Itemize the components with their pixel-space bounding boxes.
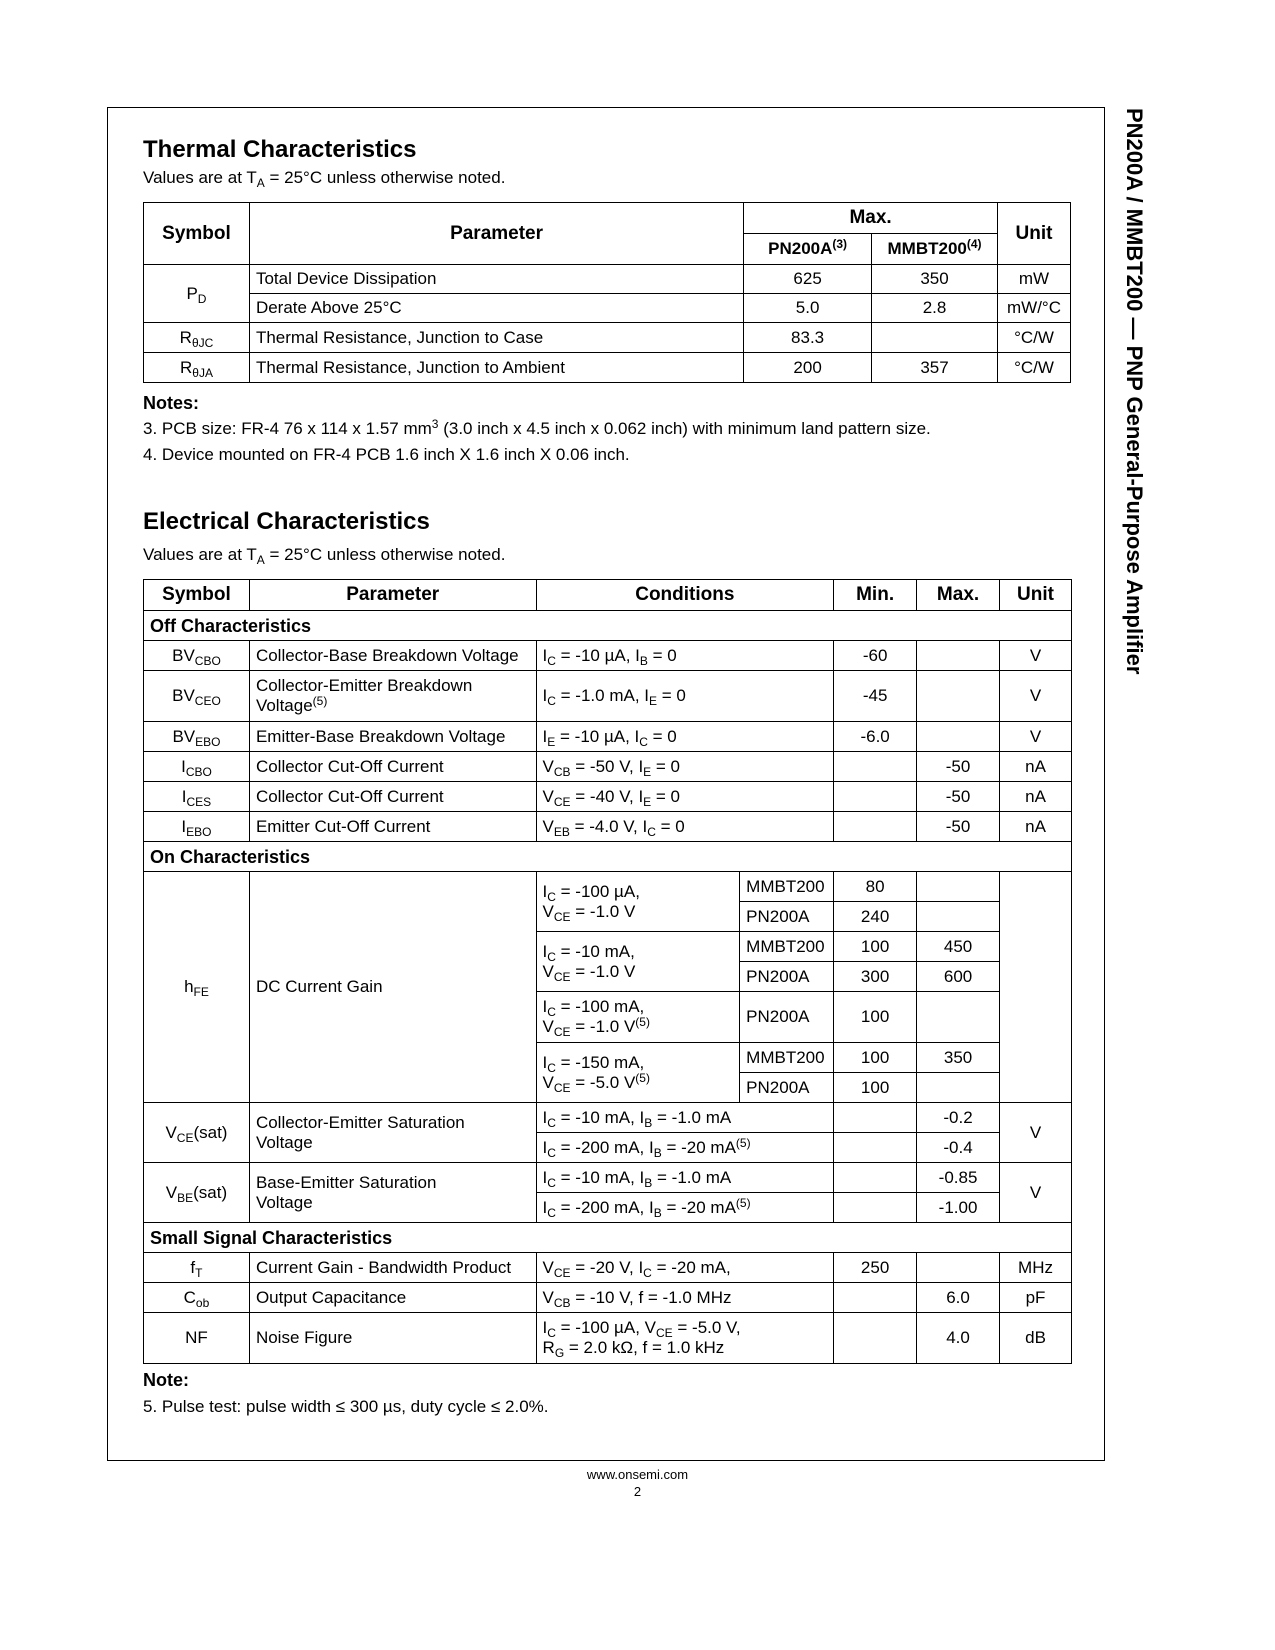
min-cell	[834, 1163, 917, 1193]
condition-cell: $I_C = -1.0$ mA, $I_E = 0$	[536, 671, 834, 722]
thermal-table	[143, 202, 1071, 383]
max-cell: -1.00	[917, 1193, 1000, 1223]
parameter-cell: Thermal Resistance, Junction to Case	[249, 323, 743, 353]
col-conditions: Conditions	[536, 580, 834, 611]
max-cell: -0.2	[917, 1103, 1000, 1133]
col-min: Min.	[834, 580, 917, 611]
min-cell: 100	[834, 1043, 917, 1073]
unit-cell: mW	[998, 265, 1071, 294]
unit-cell: V	[1000, 1103, 1072, 1163]
symbol-cell: $V_{CE}(sat)$	[144, 1103, 250, 1163]
value-cell: 357	[872, 353, 998, 383]
condition-cell: $I_C = -10$ mA, $I_B = -1.0$ mA	[536, 1103, 834, 1133]
section-small-signal: Small Signal Characteristics	[144, 1223, 1072, 1253]
parameter-cell: Derate Above 25°C	[249, 294, 743, 323]
electrical-table	[143, 579, 1072, 1364]
table-row	[144, 294, 1071, 323]
parameter-cell: Collector-Emitter Breakdown Voltage$^{(5)}$	[249, 671, 536, 722]
table-row	[144, 1253, 1072, 1283]
col-unit: Unit	[1000, 580, 1072, 611]
max-cell: 450	[917, 932, 1000, 962]
condition-cell: $V_{CE} = -40$ V, $I_E = 0$	[536, 782, 834, 812]
note-4: 4. Device mounted on FR-4 PCB 1.6 inch X 1.6 inch X 0.06 inch.	[143, 445, 630, 464]
value-cell: 350	[872, 265, 998, 294]
col-max: Max.	[744, 203, 998, 234]
value-cell	[872, 323, 998, 353]
condition-cell: $I_C = -100$ mA, $V_{CE} = -1.0$ $V^{(5)}$	[536, 992, 740, 1043]
parameter-cell: Emitter-Base Breakdown Voltage	[249, 722, 536, 752]
symbol-cell: $I_{CBO}$	[144, 752, 250, 782]
table-row	[144, 812, 1072, 842]
condition-cell: $I_C = -200$ mA, $I_B = -20$ $mA^{(5)}$	[536, 1133, 834, 1163]
unit-cell: mW/°C	[998, 294, 1071, 323]
max-cell: -50	[917, 752, 1000, 782]
symbol-cell: $f_T$	[144, 1253, 250, 1283]
symbol-cell: $BV_{CBO}$	[144, 641, 250, 671]
value-cell: 625	[744, 265, 872, 294]
max-cell	[917, 641, 1000, 671]
parameter-cell: Collector Cut-Off Current	[249, 752, 536, 782]
min-cell: 300	[834, 962, 917, 992]
device-cell: PN200A	[740, 1073, 834, 1103]
min-cell: -60	[834, 641, 917, 671]
unit-cell: V	[1000, 671, 1072, 722]
condition-cell: $I_C = -100$ µA, $V_{CE} = -1.0$ V	[536, 872, 740, 932]
condition-cell: $V_{EB} = -4.0$ V, $I_C = 0$	[536, 812, 834, 842]
thermal-subtitle: Values are at $T_A = 25^\circ C$ unless otherwise noted.	[143, 168, 506, 190]
value-cell: 83.3	[744, 323, 872, 353]
unit-cell: V	[1000, 722, 1072, 752]
min-cell: 100	[834, 992, 917, 1043]
min-cell: 100	[834, 932, 917, 962]
condition-cell: $I_C = -10$ mA, $I_B = -1.0$ mA	[536, 1163, 834, 1193]
max-cell: -50	[917, 782, 1000, 812]
col-mmbt200: MMBT200$^{(4)}$	[872, 234, 998, 265]
condition-cell: $I_E = -10$ µA, $I_C = 0$	[536, 722, 834, 752]
table-row	[144, 353, 1071, 383]
table-row	[144, 1313, 1072, 1364]
max-cell: 600	[917, 962, 1000, 992]
table-row	[144, 782, 1072, 812]
parameter-cell: Noise Figure	[249, 1313, 536, 1364]
min-cell	[834, 1133, 917, 1163]
table-row	[144, 1103, 1072, 1133]
symbol-cell: $h_{FE}$	[144, 872, 250, 1103]
col-parameter: Parameter	[249, 580, 536, 611]
min-cell	[834, 812, 917, 842]
device-cell: PN200A	[740, 992, 834, 1043]
unit-cell: V	[1000, 1163, 1072, 1223]
table-row	[144, 641, 1072, 671]
thermal-title: Thermal Characteristics	[143, 136, 417, 163]
max-cell	[917, 1253, 1000, 1283]
footer-url[interactable]: www.onsemi.com	[586, 1467, 689, 1482]
min-cell	[834, 1313, 917, 1364]
section-on: On Characteristics	[144, 842, 1072, 872]
device-cell: MMBT200	[740, 932, 834, 962]
condition-cell: $I_C = -10$ µA, $I_B = 0$	[536, 641, 834, 671]
device-cell: MMBT200	[740, 1043, 834, 1073]
unit-cell: nA	[1000, 812, 1072, 842]
table-row	[144, 265, 1071, 294]
parameter-cell: Output Capacitance	[249, 1283, 536, 1313]
notes-heading: Notes:	[143, 393, 200, 413]
device-cell: PN200A	[740, 902, 834, 932]
unit-cell: nA	[1000, 782, 1072, 812]
value-cell: 200	[744, 353, 872, 383]
parameter-cell: Thermal Resistance, Junction to Ambient	[249, 353, 743, 383]
unit-cell: °C/W	[998, 323, 1071, 353]
min-cell	[834, 1103, 917, 1133]
table-row	[144, 1283, 1072, 1313]
condition-cell: $V_{CB} = -50$ V, $I_E = 0$	[536, 752, 834, 782]
parameter-cell: Current Gain - Bandwidth Product	[249, 1253, 536, 1283]
max-cell	[917, 671, 1000, 722]
section-off: Off Characteristics	[144, 611, 1072, 641]
min-cell	[834, 1283, 917, 1313]
unit-cell	[1000, 872, 1072, 1103]
electrical-subtitle: Values are at $T_A = 25^\circ C$ unless otherwise noted.	[143, 545, 506, 567]
max-cell	[917, 1073, 1000, 1103]
symbol-cell: $R_{\theta JC}$	[144, 323, 250, 353]
min-cell: 250	[834, 1253, 917, 1283]
condition-cell: $I_C = -100$ µA, $V_{CE} = -5.0$ V, $R_G = 2.0$ kΩ, f = 1.0 kHz	[536, 1313, 834, 1364]
parameter-cell: Collector-Base Breakdown Voltage	[249, 641, 536, 671]
page-number: 2	[633, 1484, 642, 1499]
symbol-cell: $BV_{EBO}$	[144, 722, 250, 752]
parameter-cell: Total Device Dissipation	[249, 265, 743, 294]
min-cell: 240	[834, 902, 917, 932]
symbol-cell: $I_{EBO}$	[144, 812, 250, 842]
unit-cell: °C/W	[998, 353, 1071, 383]
min-cell	[834, 782, 917, 812]
min-cell	[834, 752, 917, 782]
max-cell: 4.0	[917, 1313, 1000, 1364]
max-cell: -0.85	[917, 1163, 1000, 1193]
table-row	[144, 323, 1071, 353]
value-cell: 2.8	[872, 294, 998, 323]
min-cell: 80	[834, 872, 917, 902]
condition-cell: $I_C = -200$ mA, $I_B = -20$ $mA^{(5)}$	[536, 1193, 834, 1223]
condition-cell: $I_C = -10$ mA, $V_{CE} = -1.0$ V	[536, 932, 740, 992]
device-cell: PN200A	[740, 962, 834, 992]
col-symbol: Symbol	[144, 580, 250, 611]
max-cell: -50	[917, 812, 1000, 842]
condition-cell: $V_{CE} = -20$ V, $I_C = -20$ mA,	[536, 1253, 834, 1283]
table-row	[144, 671, 1072, 722]
document-side-title: PN200A / MMBT200 — PNP General-Purpose Amplifier	[1122, 108, 1147, 675]
unit-cell: nA	[1000, 752, 1072, 782]
col-max: Max.	[917, 580, 1000, 611]
unit-cell: MHz	[1000, 1253, 1072, 1283]
parameter-cell: Collector-Emitter Saturation Voltage	[249, 1103, 536, 1163]
table-row	[144, 722, 1072, 752]
symbol-cell: $R_{\theta JA}$	[144, 353, 250, 383]
max-cell: 6.0	[917, 1283, 1000, 1313]
max-cell: -0.4	[917, 1133, 1000, 1163]
unit-cell: pF	[1000, 1283, 1072, 1313]
note-5: 5. Pulse test: pulse width ≤ 300 µs, duty cycle ≤ 2.0%.	[143, 1397, 549, 1416]
min-cell: -45	[834, 671, 917, 722]
value-cell: 5.0	[744, 294, 872, 323]
table-row	[144, 872, 1072, 902]
col-symbol: Symbol	[144, 203, 250, 265]
min-cell: 100	[834, 1073, 917, 1103]
device-cell: MMBT200	[740, 872, 834, 902]
parameter-cell: Emitter Cut-Off Current	[249, 812, 536, 842]
max-cell	[917, 992, 1000, 1043]
col-pn200a: $PN200A^{(3)}$	[744, 234, 872, 265]
min-cell: -6.0	[834, 722, 917, 752]
col-unit: Unit	[998, 203, 1071, 265]
parameter-cell: Base-Emitter Saturation Voltage	[249, 1163, 536, 1223]
note-heading: Note:	[143, 1370, 189, 1390]
condition-cell: $I_C = -150$ mA, $V_{CE} = -5.0$ $V^{(5)}$	[536, 1043, 740, 1103]
symbol-cell: $BV_{CEO}$	[144, 671, 250, 722]
symbol-cell: $I_{CES}$	[144, 782, 250, 812]
electrical-title: Electrical Characteristics	[143, 508, 430, 535]
table-row	[144, 752, 1072, 782]
max-cell	[917, 872, 1000, 902]
max-cell	[917, 722, 1000, 752]
parameter-cell: Collector Cut-Off Current	[249, 782, 536, 812]
table-row	[144, 1163, 1072, 1193]
condition-cell: $V_{CB} = -10$ V, f = -1.0 MHz	[536, 1283, 834, 1313]
max-cell	[917, 902, 1000, 932]
symbol-cell: NF	[144, 1313, 250, 1364]
unit-cell: V	[1000, 641, 1072, 671]
symbol-cell: $V_{BE}(sat)$	[144, 1163, 250, 1223]
symbol-cell: $C_{ob}$	[144, 1283, 250, 1313]
max-cell: 350	[917, 1043, 1000, 1073]
min-cell	[834, 1193, 917, 1223]
symbol-cell: $P_D$	[144, 265, 250, 323]
unit-cell: dB	[1000, 1313, 1072, 1364]
parameter-cell: DC Current Gain	[249, 872, 536, 1103]
note-3: 3. PCB size: FR-4 76 x 114 x 1.57 $mm^3$ (3.0 inch x 4.5 inch x 0.062 inch) with minimum land pattern size.	[143, 417, 931, 438]
col-parameter: Parameter	[249, 203, 743, 265]
